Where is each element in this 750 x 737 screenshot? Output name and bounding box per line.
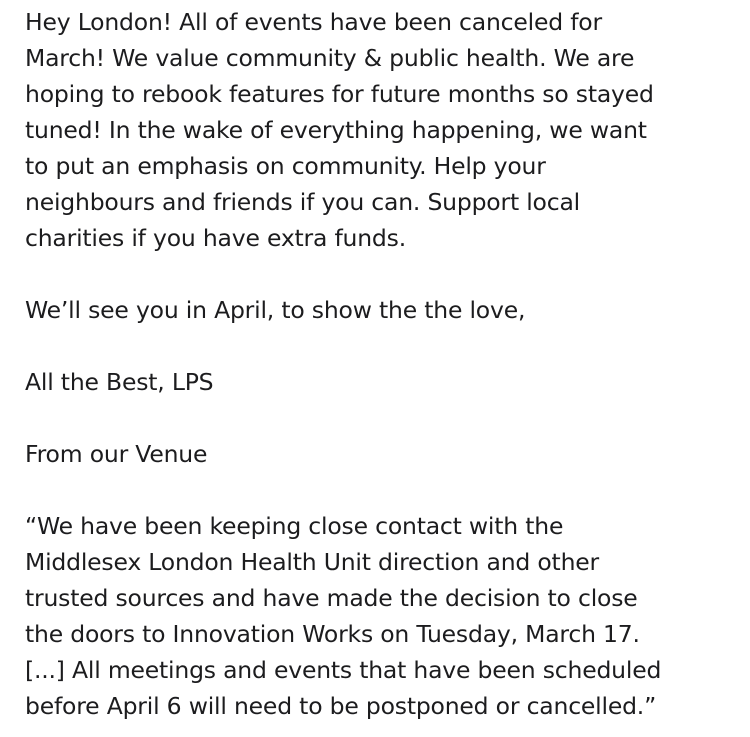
venue-quote: “We have been keeping close contact with the Middlesex London Health Unit direction and other trusted sources and have made the decision to close the doors to Innovation Works on Tuesday, March 17. [...] All meetings and events that have been scheduled before April 6 will need to be postponed or cancelled.”	[25, 512, 662, 720]
see-you-line: We’ll see you in April, to show the the love,	[25, 296, 526, 324]
announcement-paragraph: Hey London! All of events have been canceled for March! We value community & public health. We are hoping to rebook features for future months so stayed tuned! In the wake of everything happening, we want to put an emphasis on community. Help your neighbours and friends if you can. Support local charities if you have extra funds.	[25, 8, 654, 252]
signoff-line: All the Best, LPS	[25, 368, 214, 396]
venue-heading: From our Venue	[25, 440, 208, 468]
post-body	[25, 4, 745, 724]
